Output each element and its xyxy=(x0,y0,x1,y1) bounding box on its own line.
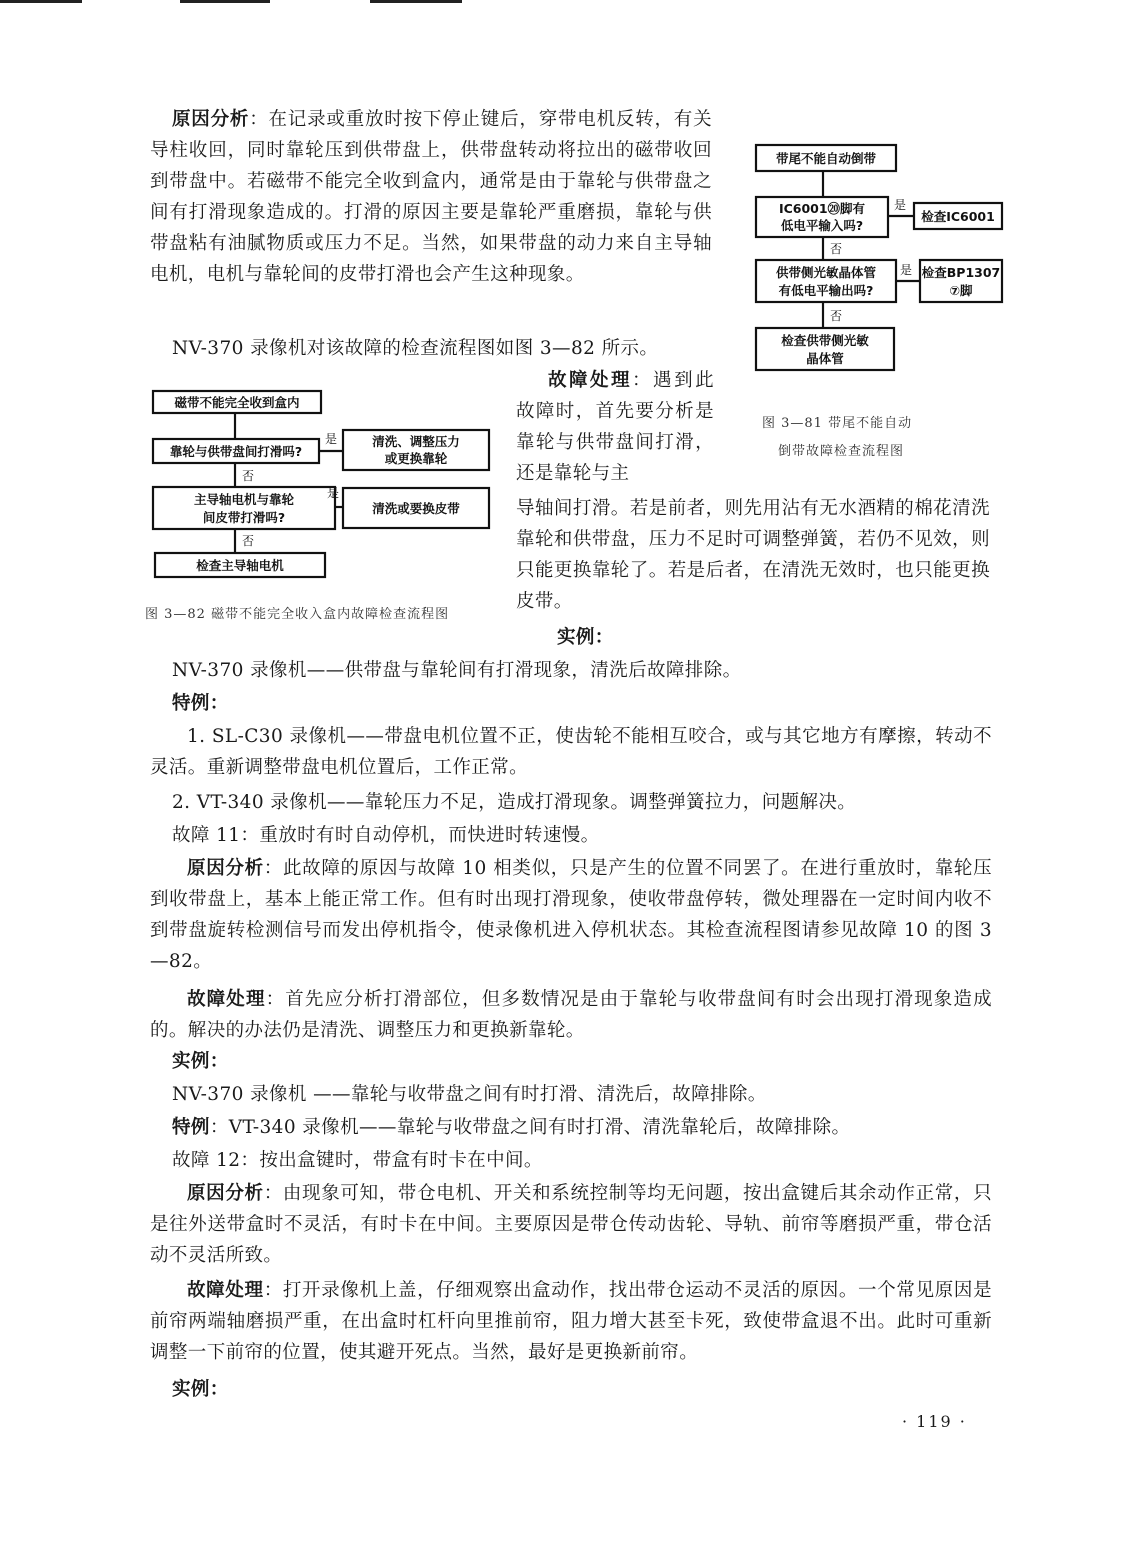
treatment-text-b: 导轴间打滑。若是前者，则先用沾有无水酒精的棉花清洗靠轮和供带盘，压力不足时可调整弹簧，若仍不见效，则只能更换靠轮了。若是后者，在清洗无效时，也只能更换皮带。 xyxy=(516,498,990,612)
fc82-side-1-line2: 或更换靠轮 xyxy=(384,451,448,466)
treatment-label: 故障处理 xyxy=(548,370,633,391)
treatment-paragraph-b xyxy=(516,493,990,617)
fault11-treatment xyxy=(150,984,992,1046)
example-text-1: NV-370 录像机——供带盘与靠轮间有打滑现象，清洗后故障排除。 xyxy=(172,660,742,681)
fc81-yes-1: 是 xyxy=(894,198,907,212)
fc82-side-1-line1: 清洗、调整压力 xyxy=(372,434,460,449)
treatment-text-a: ：遇到此故障时，首先要分析是靠轮与供带盘间打滑，还是靠轮与主 xyxy=(516,370,714,484)
flowchart-3-81 xyxy=(748,140,1008,380)
fc81-box-2-line2: 低电平输入吗? xyxy=(780,218,864,233)
fc82-no-2: 否 xyxy=(242,534,255,548)
fault11-special xyxy=(172,1112,972,1143)
fc81-no-1: 否 xyxy=(830,242,843,256)
fc81-no-2: 否 xyxy=(830,309,843,323)
fc81-side-1-text: 检查IC6001 xyxy=(921,209,995,224)
fc82-box-4-text: 检查主导轴电机 xyxy=(196,558,284,573)
fc82-box-3-line2: 间皮带打滑吗? xyxy=(202,510,286,525)
analysis-label: 原因分析 xyxy=(172,109,250,130)
fc81-box-4-line1: 检查供带侧光敏 xyxy=(781,333,869,348)
special-item-1: 1. SL-C30 录像机——带盘电机位置不正，使齿轮不能相互咬合，或与其它地方有摩擦，转动不灵活。重新调整带盘电机位置后，工作正常。 xyxy=(150,726,992,778)
fc82-box-2-text: 靠轮与供带盘间打滑吗? xyxy=(169,444,303,459)
fault12-treatment-label: 故障处理 xyxy=(187,1280,264,1301)
fault12-analysis-text: ：由现象可知，带仓电机、开关和系统控制等均无问题，按出盒键后其余动作正常，只是往外送带盒时不灵活，有时卡在中间。主要原因是带仓传动齿轮、导轨、前帘等磨损严重，带仓活动不灵活所致。 xyxy=(150,1183,992,1266)
special-label-1: 特例： xyxy=(172,693,229,714)
fault11-special-label: 特例 xyxy=(172,1117,210,1138)
special-item-2: 2. VT-340 录像机——靠轮压力不足，造成打滑现象。调整弹簧拉力，问题解决。 xyxy=(172,792,857,813)
page-number: · 119 · xyxy=(902,1412,967,1431)
fig81-caption-line1: 图 3—81 带尾不能自动 xyxy=(762,416,913,431)
fault11-example-text: NV-370 录像机 ——靠轮与收带盘之间有时打滑、清洗后，故障排除。 xyxy=(172,1084,767,1105)
fault12-analysis xyxy=(150,1178,992,1271)
fc81-box-3-line2: 有低电平输出吗? xyxy=(778,283,874,298)
fc82-box-1-text: 磁带不能完全收到盒内 xyxy=(174,395,300,410)
analysis-text: ：在记录或重放时按下停止键后，穿带电机反转，有关导柱收回，同时靠轮压到供带盘上，供带盘转动将拉出的磁带收回到带盘中。若磁带不能完全收到盒内，通常是由于靠轮与供带盘之间有打滑现象造成的。打滑的原因主要是靠轮严重磨损，靠轮与供带盘粘有油腻物质或压力不足。当然，如果带盘的动力来自主导轴电机，电机与靠轮间的皮带打滑也会产生这种现象。 xyxy=(150,109,712,285)
fault11-treatment-label: 故障处理 xyxy=(187,989,266,1010)
fc81-box-1-text: 带尾不能自动倒带 xyxy=(775,151,877,166)
fault12-title: 故障 12：按出盒键时，带盒有时卡在中间。 xyxy=(172,1150,543,1171)
flow-reference xyxy=(172,333,732,364)
fc81-box-2-line1: IC6001⑳脚有 xyxy=(778,201,866,216)
fault11-treatment-text: ：首先应分析打滑部位，但多数情况是由于靠轮与收带盘间有时会出现打滑现象造成的。解决的办法仍是清洗、调整压力和更换新靠轮。 xyxy=(150,989,992,1041)
fig82-caption: 图 3—82 磁带不能完全收入盒内故障检查流程图 xyxy=(145,607,450,622)
fc81-box-3-line1: 供带侧光敏晶体管 xyxy=(775,265,877,280)
example-label-1: 实例： xyxy=(557,627,614,648)
flowchart-3-82 xyxy=(145,385,495,585)
analysis-paragraph xyxy=(150,104,712,290)
fault11-example-label: 实例： xyxy=(172,1051,229,1072)
fault12-treatment xyxy=(150,1275,992,1368)
fc81-side-2-line1: 检查BP1307 xyxy=(921,265,1001,280)
fc81-box-4-line2: 晶体管 xyxy=(806,351,844,366)
fig81-caption-line2: 倒带故障检查流程图 xyxy=(778,444,905,459)
flow-reference-text: NV-370 录像机对该故障的检查流程图如图 3—82 所示。 xyxy=(172,338,659,359)
fc82-yes-2: 是 xyxy=(327,486,340,500)
fc81-yes-2: 是 xyxy=(900,263,913,277)
treatment-paragraph-a xyxy=(516,365,714,489)
fault11-analysis xyxy=(150,853,992,977)
fault12-example-label: 实例： xyxy=(172,1379,229,1400)
fault12-treatment-text: ：打开录像机上盖，仔细观察出盒动作，找出带仓运动不灵活的原因。一个常见原因是前帘两端轴磨损严重，在出盒时杠杆向里推前帘，阻力增大甚至卡死，致使带盒退不出。此时可重新调整一下前帘的位置，使其避开死点。当然，最好是更换新前帘。 xyxy=(150,1280,992,1363)
fault11-analysis-label: 原因分析 xyxy=(187,858,264,879)
top-rule-3 xyxy=(370,0,462,3)
fc82-yes-1: 是 xyxy=(325,432,338,446)
fc82-box-3-line1: 主导轴电机与靠轮 xyxy=(193,492,295,507)
top-rule-1 xyxy=(0,0,82,3)
fault12-analysis-label: 原因分析 xyxy=(187,1183,264,1204)
fault11-title: 故障 11：重放时有时自动停机，而快进时转速慢。 xyxy=(172,825,600,846)
top-rule-2 xyxy=(180,0,270,3)
fc81-side-2-line2: ⑦脚 xyxy=(949,283,973,298)
fc82-side-2-text: 清洗或要换皮带 xyxy=(372,501,460,516)
fc82-no-1: 否 xyxy=(242,469,255,483)
fault11-special-text: ：VT-340 录像机——靠轮与收带盘之间有时打滑、清洗靠轮后，故障排除。 xyxy=(209,1117,851,1138)
fault11-analysis-text: ：此故障的原因与故障 10 相类似，只是产生的位置不同罢了。在进行重放时，靠轮压到收带盘上，基本上能正常工作。但有时出现打滑现象，使收带盘停转，微处理器在一定时间内收不到带盘旋转检测信号而发出停机指令，使录像机进入停机状态。其检查流程图请参见故障 10 的图 3—82。 xyxy=(150,858,992,972)
